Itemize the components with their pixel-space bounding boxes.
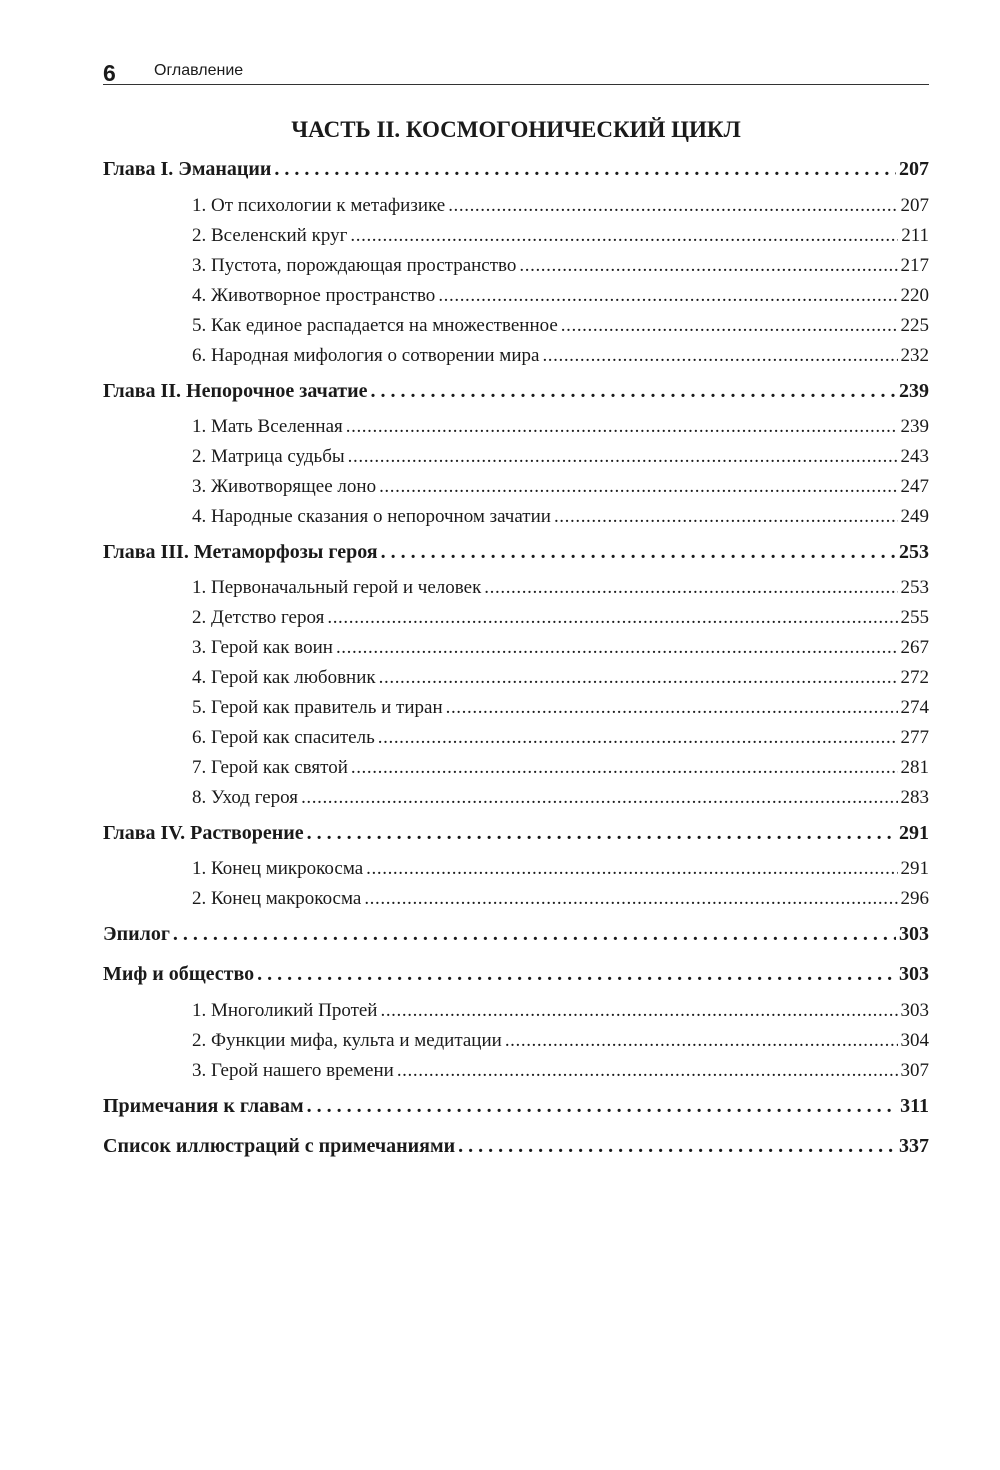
dot-leader (519, 255, 897, 277)
toc-section-entry (103, 888, 929, 918)
toc-chapter-entry (103, 541, 929, 571)
toc-entry-title: 4. Герой как любовник (192, 667, 376, 688)
toc-entry-title: 5. Герой как правитель и тиран (192, 697, 443, 718)
dot-leader (397, 1060, 898, 1082)
toc-chapter-entry (103, 158, 929, 188)
toc-entry-title: 1. От психологии к метафизике (192, 195, 446, 216)
toc-entry-title: 4. Народные сказания о непорочном зачатии (192, 506, 551, 527)
toc-section-entry (103, 697, 929, 727)
dot-leader (542, 345, 897, 367)
toc-entry-page: 274 (900, 697, 929, 718)
toc-entry-page: 281 (900, 757, 929, 778)
dot-leader (484, 577, 897, 599)
dot-leader (366, 858, 897, 880)
toc-entry-title: 3. Герой как воин (192, 637, 333, 658)
toc-entry-page: 207 (900, 195, 929, 216)
toc-entry-title: 5. Как единое распадается на множественное (192, 315, 558, 336)
toc-entry-page: 220 (900, 285, 929, 306)
toc-section-entry (103, 446, 929, 476)
toc-chapter-entry (103, 822, 929, 852)
toc-entry-page: 211 (901, 225, 929, 246)
dot-leader (307, 822, 896, 845)
dot-leader (327, 607, 897, 629)
toc-section-entry (103, 1030, 929, 1060)
dot-leader (364, 888, 897, 910)
toc-entry-title: 2. Детство героя (192, 607, 325, 628)
toc-entry-page: 303 (899, 963, 929, 985)
dot-leader (348, 446, 898, 468)
toc-chapter-entry (103, 380, 929, 410)
toc-entry-title: Глава IV. Растворение (103, 822, 304, 844)
toc-entry-title: 3. Пустота, порождающая пространство (192, 255, 517, 276)
toc-entry-title: 2. Функции мифа, культа и медитации (192, 1030, 502, 1051)
toc-entry-page: 239 (899, 380, 929, 402)
toc-section-entry (103, 607, 929, 637)
toc-chapter-entry (103, 923, 929, 953)
dot-leader (274, 158, 896, 181)
toc-section-entry (103, 858, 929, 888)
running-title: Оглавление (154, 62, 244, 79)
toc-entry-page: 272 (900, 667, 929, 688)
toc-entry-title: 7. Герой как святой (192, 757, 348, 778)
toc-entry-page: 255 (900, 607, 929, 628)
toc-entry-title: 2. Конец макрокосма (192, 888, 362, 909)
toc-entry-page: 253 (900, 577, 929, 598)
toc-entry-page: 247 (900, 476, 929, 497)
toc-entry-page: 283 (900, 787, 929, 808)
toc-entry-title: Примечания к главам (103, 1095, 304, 1117)
dot-leader (380, 1000, 897, 1022)
toc-entry-title: 1. Мать Вселенная (192, 416, 343, 437)
dot-leader (257, 963, 896, 986)
dot-leader (336, 637, 898, 659)
toc-section-entry (103, 285, 929, 315)
dot-leader (307, 1095, 898, 1118)
dot-leader (554, 506, 898, 528)
toc-entry-title: 1. Конец микрокосма (192, 858, 364, 879)
toc-entry-title: 3. Герой нашего времени (192, 1060, 394, 1081)
toc-section-entry (103, 506, 929, 536)
toc-entry-title: Миф и общество (103, 963, 255, 985)
dot-leader (379, 667, 898, 689)
toc-entry-page: 291 (899, 822, 929, 844)
toc-chapter-entry (103, 1135, 929, 1165)
toc-entry-page: 249 (900, 506, 929, 527)
dot-leader (446, 697, 898, 719)
toc-section-entry (103, 225, 929, 255)
dot-leader (381, 541, 896, 564)
dot-leader (350, 225, 898, 247)
page-number: 6 (103, 60, 116, 86)
toc-entry-page: 267 (900, 637, 929, 658)
toc-entry-title: 2. Вселенский круг (192, 225, 348, 246)
toc-section-entry (103, 345, 929, 375)
toc-entry-page: 296 (900, 888, 929, 909)
toc-entry-page: 307 (900, 1060, 929, 1081)
dot-leader (458, 1135, 896, 1158)
toc-entry-title: 1. Первоначальный герой и человек (192, 577, 482, 598)
toc-entry-page: 311 (900, 1095, 929, 1117)
toc-entry-page: 337 (899, 1135, 929, 1157)
dot-leader (346, 416, 898, 438)
dot-leader (371, 380, 896, 403)
toc-section-entry (103, 637, 929, 667)
toc-entry-title: Глава I. Эманации (103, 158, 272, 180)
toc-section-entry (103, 195, 929, 225)
dot-leader (505, 1030, 898, 1052)
toc-entry-page: 207 (899, 158, 929, 180)
toc-section-entry (103, 416, 929, 446)
dot-leader (379, 476, 897, 498)
toc-entry-page: 225 (900, 315, 929, 336)
toc-entry-title: 3. Животворящее лоно (192, 476, 377, 497)
part-title: ЧАСТЬ II. КОСМОГОНИЧЕСКИЙ ЦИКЛ (291, 117, 741, 142)
toc-entry-page: 291 (900, 858, 929, 879)
dot-leader (438, 285, 897, 307)
toc-entry-title: 1. Многоликий Протей (192, 1000, 378, 1021)
toc-entry-page: 304 (900, 1030, 929, 1051)
toc-entry-page: 217 (900, 255, 929, 276)
toc-section-entry (103, 476, 929, 506)
toc-section-entry (103, 315, 929, 345)
toc-section-entry (103, 1000, 929, 1030)
toc-entry-page: 303 (899, 923, 929, 945)
toc-entry-title: 6. Герой как спаситель (192, 727, 375, 748)
toc-section-entry (103, 757, 929, 787)
toc-section-entry (103, 577, 929, 607)
dot-leader (301, 787, 897, 809)
toc-section-entry (103, 727, 929, 757)
toc-entry-title: Глава II. Непорочное зачатие (103, 380, 368, 402)
toc-entry-page: 243 (900, 446, 929, 467)
toc-chapter-entry (103, 1095, 929, 1125)
toc-entry-title: Глава III. Метаморфозы героя (103, 541, 378, 563)
toc-section-entry (103, 255, 929, 285)
dot-leader (561, 315, 898, 337)
dot-leader (173, 923, 896, 946)
dot-leader (351, 757, 898, 779)
toc-section-entry (103, 1060, 929, 1090)
toc-section-entry (103, 787, 929, 817)
toc-entry-page: 277 (900, 727, 929, 748)
dot-leader (448, 195, 897, 217)
toc-entry-title: Список иллюстраций с примечаниями (103, 1135, 456, 1157)
toc-entry-page: 239 (900, 416, 929, 437)
toc-chapter-entry (103, 963, 929, 993)
dot-leader (378, 727, 898, 749)
toc-entry-page: 303 (900, 1000, 929, 1021)
toc-entry-title: 8. Уход героя (192, 787, 299, 808)
toc-entry-title: 4. Животворное пространство (192, 285, 436, 306)
toc-section-entry (103, 667, 929, 697)
toc-entry-title: 2. Матрица судьбы (192, 446, 345, 467)
toc-entry-title: Эпилог (103, 923, 170, 945)
toc-entry-page: 253 (899, 541, 929, 563)
toc-entry-title: 6. Народная мифология о сотворении мира (192, 345, 540, 366)
running-head (103, 58, 929, 85)
toc-entry-page: 232 (900, 345, 929, 366)
